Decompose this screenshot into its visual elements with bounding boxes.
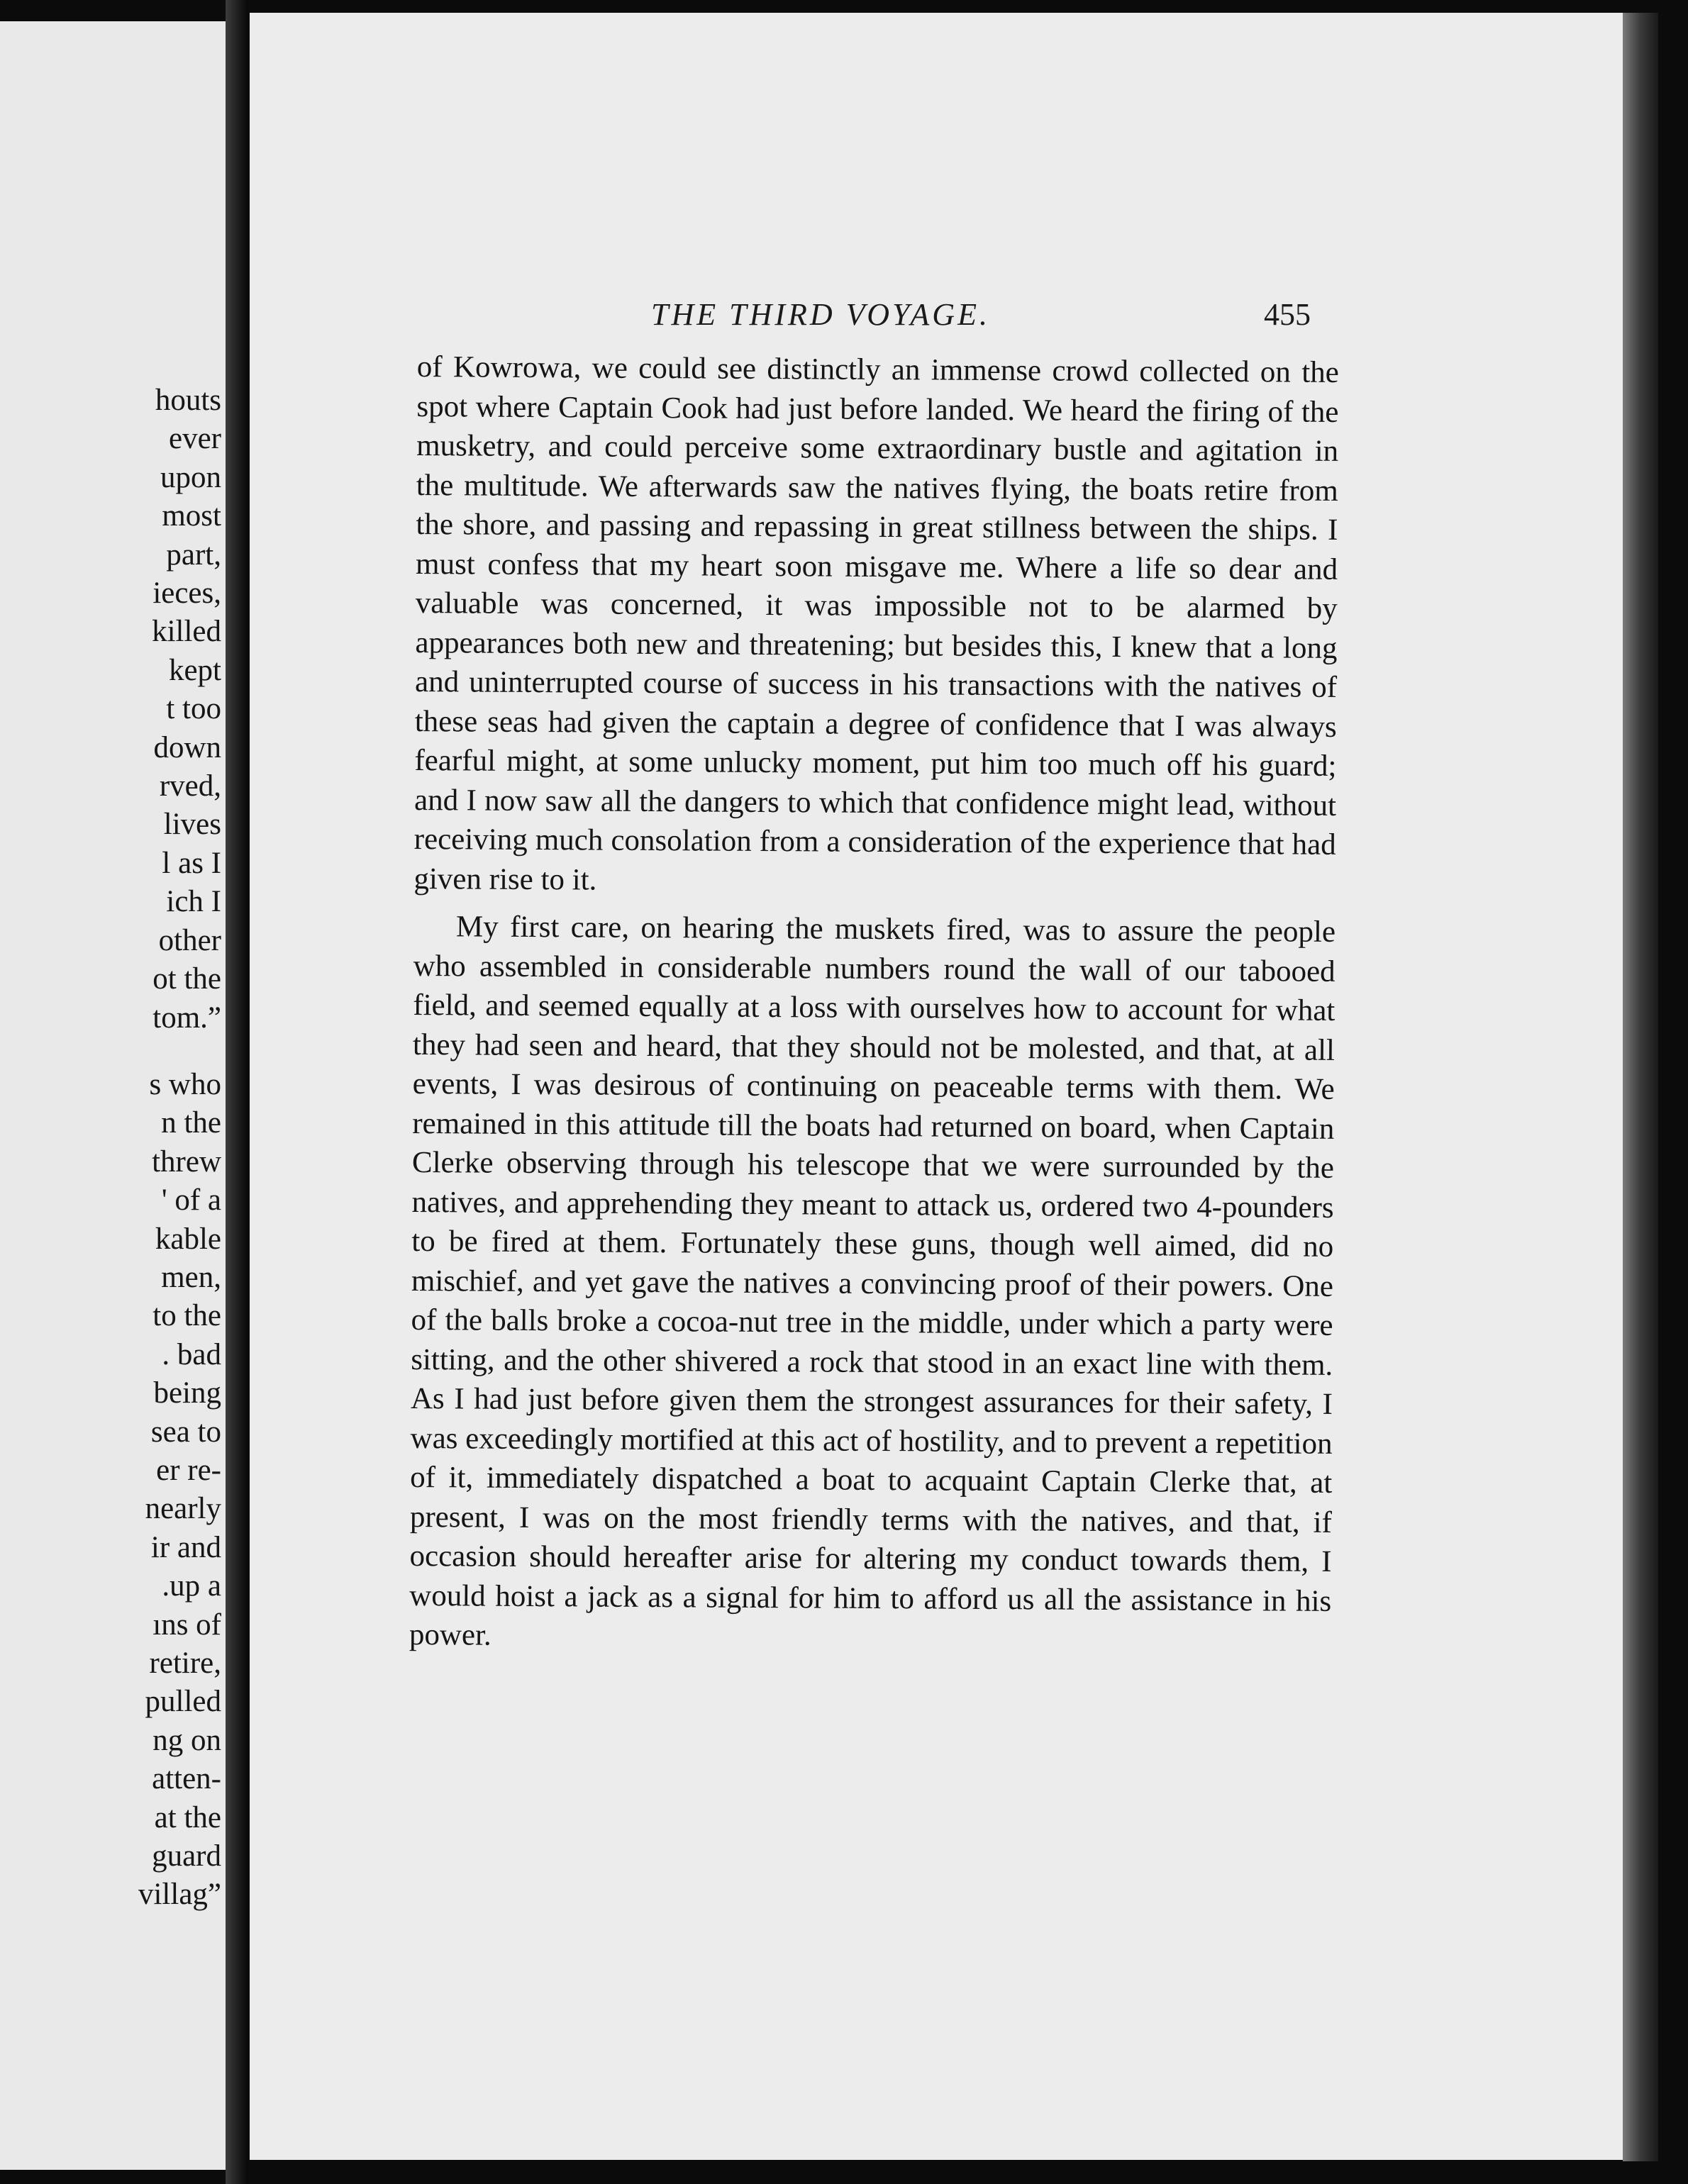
left-line: upon bbox=[160, 460, 221, 494]
page-edge bbox=[1623, 13, 1658, 2161]
running-title: THE THIRD VOYAGE. bbox=[651, 297, 990, 332]
left-line: l as I bbox=[162, 846, 221, 880]
left-line: t too bbox=[166, 692, 221, 726]
left-line: kable bbox=[155, 1222, 221, 1256]
left-line: retire, bbox=[149, 1647, 221, 1680]
left-line: er re- bbox=[156, 1453, 221, 1487]
left-line: down bbox=[153, 730, 221, 764]
left-line: . bad bbox=[162, 1337, 221, 1371]
left-line: ich I bbox=[166, 885, 221, 919]
left-line: n the bbox=[161, 1106, 221, 1140]
left-line: at the bbox=[154, 1800, 221, 1834]
paragraph: of Kowrowa, we could see distinctly an immense crowd collected on the spot where Captain Cook had just before landed. We heard the firing of the musketry, and could perceive some extraordinary bustle and agitation in the multitude. We afterwards saw the natives flying, the boats retire from the shore, and passing and repassing in great stillness between the ships. I must confess that my heart soon misgave me. Where a life so dear and valuable was concerned, it was impossible not to be alarmed by appearances both new and threatening; but besides this, I knew that a long and uninterrupted course of success in his transactions with the natives of these seas had given the captain a degree of confidence that I was always fearful might, at some unlucky moment, put him too much off his guard; and I now saw all the dangers to which that confidence might lead, without receiving much consolation from a consideration of the experience that had given rise to it. bbox=[413, 350, 1339, 897]
left-line: ng on bbox=[152, 1723, 221, 1757]
book-gutter bbox=[226, 0, 247, 2184]
left-page-text bbox=[9, 381, 221, 1915]
left-line: pulled bbox=[145, 1685, 221, 1719]
left-line: tom.” bbox=[152, 1001, 221, 1035]
left-line: ir and bbox=[150, 1530, 221, 1564]
left-line: threw bbox=[152, 1144, 221, 1179]
left-line: houts bbox=[155, 384, 221, 417]
left-line: part, bbox=[166, 537, 221, 572]
left-line: to the bbox=[152, 1299, 221, 1333]
paragraph-gap bbox=[9, 1037, 221, 1066]
left-line: killed bbox=[152, 615, 221, 649]
left-line: villag” bbox=[138, 1878, 221, 1912]
left-line: s who bbox=[149, 1067, 221, 1101]
left-line: kept bbox=[168, 653, 221, 687]
paragraph: My first care, on hearing the muskets fired, was to assure the people who assembled in considerable numbers round the wall of our tabooed field, and seemed equally at a loss with ourselves how to account for what they had seen and heard, that they should not be molested, and that, at all events, I was desirous of continuing on peaceable terms with them. We remained in this attitude till the boats had returned on board, when Captain Clerke observing through his telescope that we were surrounded by the natives, and apprehending they meant to attack us, ordered two 4-pounders to be fired at them. Fortunately these guns, though well aimed, did no mischief, and yet gave the natives a convincing proof of their powers. One of the balls broke a cocoa-nut tree in the middle, under which a party were sitting, and the other shivered a rock that stood in an exact line with them. As I had just before given them the strongest assurances for their safety, I was exceedingly mortified at this act of hostility, and to prevent a repetition of it, immediately dispatched a boat to acquaint Captain Clerke that, at present, I was on the most friendly terms with the natives, and that, if occasion should hereafter arise for altering my conduct towards them, I would hoist a jack as a signal for him to afford us all the assistance in his power. bbox=[409, 910, 1336, 1652]
left-line: ' of a bbox=[161, 1183, 221, 1218]
left-line: ever bbox=[169, 422, 221, 456]
left-line: ıns of bbox=[152, 1608, 221, 1642]
left-line: other bbox=[158, 923, 221, 957]
running-head bbox=[389, 296, 1325, 339]
left-line: atten- bbox=[152, 1762, 221, 1796]
left-line: ot the bbox=[152, 962, 221, 996]
left-line: guard bbox=[152, 1839, 221, 1873]
left-line: most bbox=[162, 499, 221, 533]
left-line: nearly bbox=[145, 1492, 221, 1526]
left-line: lives bbox=[163, 808, 221, 842]
body-text bbox=[409, 347, 1339, 1660]
left-line: ieces, bbox=[152, 576, 221, 611]
left-line: being bbox=[153, 1376, 221, 1410]
left-line: sea to bbox=[150, 1415, 221, 1449]
left-page bbox=[0, 21, 226, 2170]
left-line: men, bbox=[161, 1260, 221, 1294]
left-line: .up a bbox=[162, 1569, 221, 1603]
page-number: 455 bbox=[1264, 297, 1311, 332]
left-line: rved, bbox=[159, 769, 221, 803]
